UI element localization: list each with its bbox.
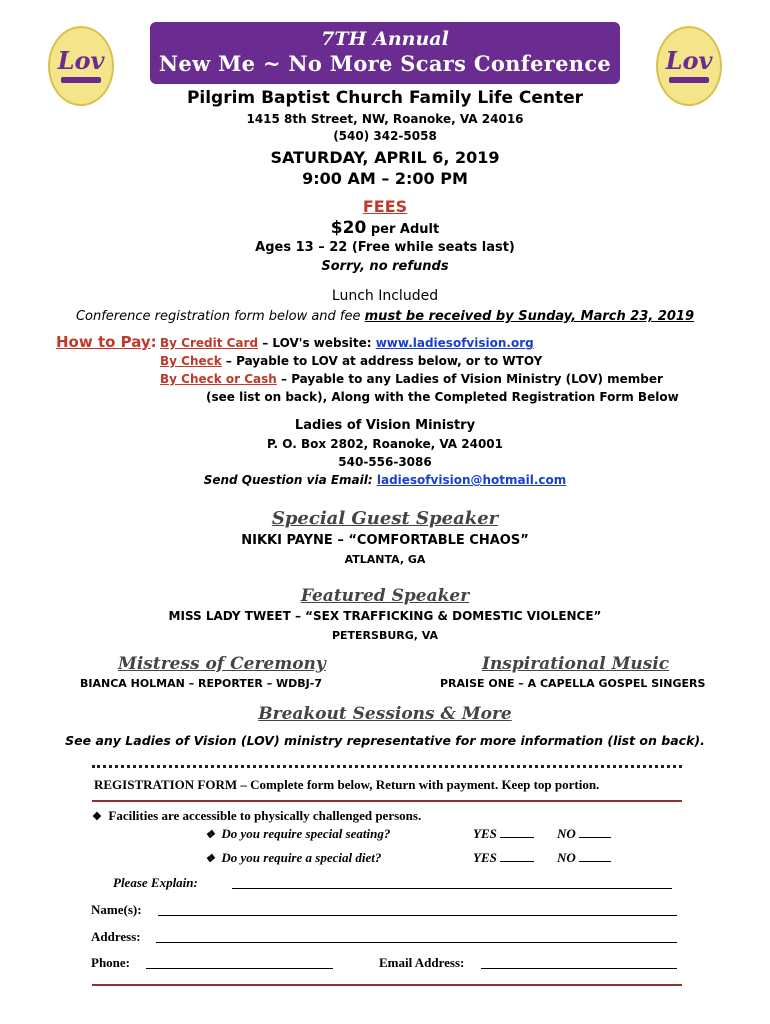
phone-field[interactable] <box>146 968 333 969</box>
facilities-line: ❖ Facilities are accessible to physically challenged persons. <box>92 808 422 823</box>
music-heading: Inspirational Music <box>482 654 670 674</box>
address-field[interactable] <box>156 942 677 943</box>
form-divider-bottom <box>92 984 682 986</box>
seating-question: ❖ Do you require special seating? <box>205 826 391 841</box>
explain-field[interactable] <box>232 888 672 889</box>
lunch-note: Lunch Included <box>331 288 439 304</box>
phone-label: Phone: <box>91 955 130 970</box>
website-link[interactable]: www.ladiesofvision.org <box>375 336 534 350</box>
deadline-date: must be received by Sunday, March 23, 2019 <box>364 309 695 324</box>
featured-heading: Featured Speaker <box>300 586 470 606</box>
pay-credit-link[interactable]: By Credit Card <box>160 336 259 350</box>
fees-refund: Sorry, no refunds <box>321 259 449 274</box>
logo-text: Lov <box>57 46 105 75</box>
title-banner <box>150 22 620 84</box>
more-info-note: See any Ladies of Vision (LOV) ministry representative for more information (list on back). <box>65 733 705 748</box>
fees-heading: FEES <box>362 197 408 216</box>
fees-ages: Ages 13 – 22 (Free while seats last) <box>255 240 515 255</box>
pay-check-link[interactable]: By Check <box>160 354 222 368</box>
email-label: Email Address: <box>379 955 465 970</box>
logo-text: Lov <box>665 46 713 75</box>
seating-no-field[interactable]: NO <box>557 826 611 842</box>
diet-yes-field[interactable]: YES <box>473 850 534 866</box>
pay-note: (see list on back), Along with the Completed Registration Form Below <box>206 390 679 404</box>
special-guest-city: ATLANTA, GA <box>344 553 426 566</box>
music-name: PRAISE ONE – A CAPELLA GOSPEL SINGERS <box>440 677 706 690</box>
diamond-bullet-icon: ❖ <box>92 811 102 823</box>
fees-price-line <box>0 218 770 238</box>
pay-check-line: By Check – Payable to LOV at address below, or to WTOY <box>160 354 543 368</box>
breakout-heading: Breakout Sessions & More <box>258 704 512 724</box>
featured-name: MISS LADY TWEET – “SEX TRAFFICKING & DOMESTIC VIOLENCE” <box>168 609 602 623</box>
event-time: 9:00 AM – 2:00 PM <box>302 169 468 188</box>
special-guest-heading: Special Guest Speaker <box>271 508 499 529</box>
diet-no-field[interactable]: NO <box>557 850 611 866</box>
diet-question: ❖ Do you require a special diet? <box>205 850 382 865</box>
contact-pobox: P. O. Box 2802, Roanoke, VA 24001 <box>266 437 504 451</box>
email-link[interactable]: ladiesofvision@hotmail.com <box>376 473 567 487</box>
diamond-bullet-icon: ❖ <box>205 829 215 841</box>
names-field[interactable] <box>158 915 677 916</box>
mc-name: BIANCA HOLMAN – REPORTER – WDBJ-7 <box>80 677 322 690</box>
email-field[interactable] <box>481 968 677 969</box>
venue-address: 1415 8th Street, NW, Roanoke, VA 24016 <box>246 112 524 126</box>
contact-phone: 540-556-3086 <box>338 455 432 469</box>
venue-name: Pilgrim Baptist Church Family Life Center <box>186 88 584 108</box>
seating-yes-field[interactable]: YES <box>473 826 534 842</box>
names-label: Name(s): <box>91 902 142 917</box>
contact-email-line: Send Question via Email: ladiesofvision@hotmail.com <box>203 473 567 487</box>
registration-form-title: REGISTRATION FORM – Complete form below, Return with payment. Keep top portion. <box>94 777 600 792</box>
venue-phone: (540) 342-5058 <box>333 129 437 143</box>
address-label: Address: <box>91 929 141 944</box>
cut-line-divider <box>92 765 682 768</box>
deadline-prefix: Conference registration form below and fee <box>75 309 365 324</box>
special-guest-name: NIKKI PAYNE – “COMFORTABLE CHAOS” <box>241 533 529 548</box>
contact-org: Ladies of Vision Ministry <box>294 418 476 433</box>
logo-ribbon-icon <box>669 77 709 83</box>
pay-cash-link[interactable]: By Check or Cash <box>160 372 277 386</box>
event-date: SATURDAY, APRIL 6, 2019 <box>270 148 500 167</box>
mc-heading: Mistress of Ceremony <box>118 654 326 674</box>
fees-price-unit: per Adult <box>366 222 440 237</box>
explain-label: Please Explain: <box>113 875 198 890</box>
featured-city: PETERSBURG, VA <box>331 629 439 642</box>
pay-cash-line: By Check or Cash – Payable to any Ladies of Vision Ministry (LOV) member <box>160 372 663 386</box>
logo-ribbon-icon <box>61 77 101 83</box>
how-to-pay-label: How to Pay: <box>56 333 157 351</box>
deadline-line <box>0 309 770 324</box>
diamond-bullet-icon: ❖ <box>205 853 215 865</box>
banner-edition: 7TH Annual <box>321 28 449 50</box>
form-divider-top <box>92 800 682 802</box>
fees-price: $20 <box>330 218 367 238</box>
pay-credit-line: By Credit Card – LOV's website: www.ladiesofvision.org <box>160 336 534 350</box>
banner-title: New Me ~ No More Scars Conference <box>158 51 612 76</box>
